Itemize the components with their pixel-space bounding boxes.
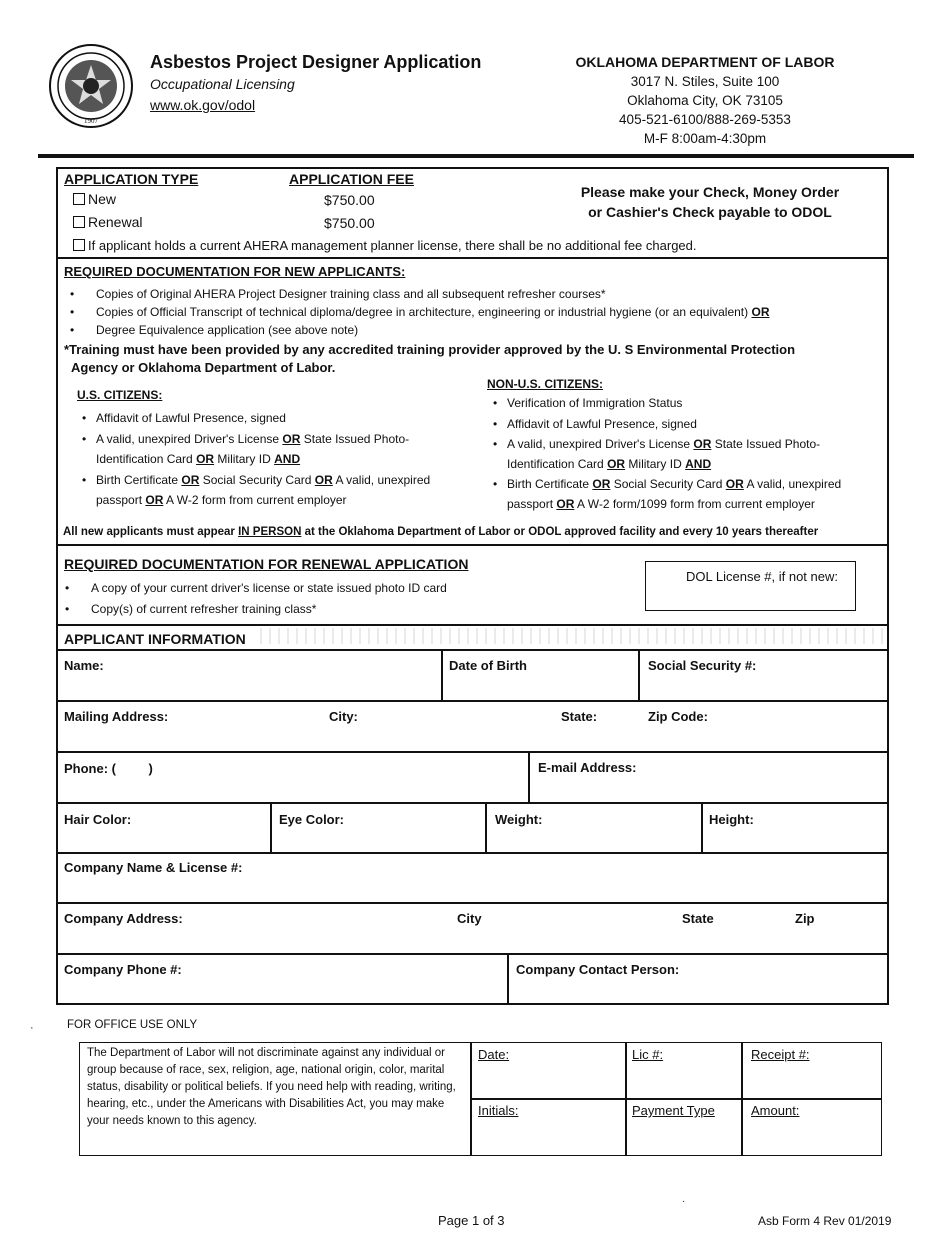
office-payment-type-field[interactable]: Payment Type	[632, 1103, 715, 1118]
dol-license-label: DOL License #, if not new:	[686, 569, 838, 584]
non-us-item-4-cont: passport OR A W-2 form/1099 form from current employer	[507, 497, 815, 511]
date-of-birth-field[interactable]: Date of Birth	[449, 658, 527, 673]
non-us-item-1: • Verification of Immigration Status	[507, 396, 682, 410]
office-date-field[interactable]: Date:	[478, 1047, 510, 1062]
header-divider	[38, 154, 914, 158]
non-us-item-3: • A valid, unexpired Driver's License OR State Issued Photo-	[507, 437, 820, 451]
training-note-line-1: *Training must have been provided by any accredited training provider approved by the U. S Environmental Protection	[64, 342, 796, 357]
page-number: Page 1 of 3	[438, 1213, 505, 1228]
divider	[57, 902, 888, 904]
divider	[57, 700, 888, 702]
divider	[57, 649, 888, 651]
address-line-2: Oklahoma City, OK 73105	[627, 93, 783, 108]
new-doc-item-3: • Degree Equivalence application (see above note)	[96, 323, 358, 337]
company-phone-field[interactable]: Company Phone #:	[64, 962, 182, 977]
svg-text:1907: 1907	[84, 117, 98, 125]
state-seal-logo	[48, 43, 134, 129]
department-name: OKLAHOMA DEPARTMENT OF LABOR	[575, 54, 835, 70]
us-item-2-cont: Identification Card OR Military ID AND	[96, 452, 301, 466]
divider	[528, 751, 530, 803]
hair-color-field[interactable]: Hair Color:	[64, 812, 132, 827]
renewal-item-2: • Copy(s) of current refresher training class*	[91, 602, 316, 616]
divider	[57, 852, 888, 854]
divider	[701, 802, 703, 852]
form-subtitle: Occupational Licensing	[150, 76, 295, 92]
application-fee-heading: APPLICATION FEE	[289, 171, 414, 187]
new-doc-item-1: • Copies of Original AHERA Project Designer training class and all subsequent refresher courses*	[96, 287, 606, 301]
divider	[638, 649, 640, 700]
department-address-block	[560, 53, 850, 148]
company-address-field[interactable]: Company Address:	[64, 911, 183, 926]
renewal-checkbox[interactable]	[73, 216, 85, 228]
social-security-field[interactable]: Social Security #:	[648, 658, 757, 673]
applicant-info-heading: APPLICANT INFORMATION	[64, 631, 246, 647]
training-note-line-2: Agency or Oklahoma Department of Labor.	[71, 360, 336, 375]
divider	[57, 257, 888, 259]
name-field[interactable]: Name:	[64, 658, 104, 673]
new-checkbox[interactable]	[73, 193, 85, 205]
divider	[57, 624, 888, 626]
ahera-option[interactable]	[73, 238, 697, 253]
payment-instructions	[540, 182, 880, 222]
divider	[507, 953, 509, 1003]
office-receipt-field[interactable]: Receipt #:	[751, 1047, 810, 1062]
renewal-label: Renewal	[88, 214, 143, 230]
renewal-option[interactable]	[73, 214, 142, 230]
divider	[57, 953, 888, 955]
divider	[470, 1098, 881, 1100]
new-fee: $750.00	[324, 192, 375, 208]
email-field[interactable]: E-mail Address:	[538, 760, 637, 775]
office-amount-field[interactable]: Amount:	[751, 1103, 800, 1118]
new-docs-heading: REQUIRED DOCUMENTATION FOR NEW APPLICANTS:	[64, 264, 406, 279]
company-state-field[interactable]: State	[682, 911, 714, 926]
form-revision: Asb Form 4 Rev 01/2019	[758, 1214, 892, 1228]
office-hours: M-F 8:00am-4:30pm	[643, 131, 767, 146]
divider	[441, 649, 443, 700]
in-person-requirement: All new applicants must appear IN PERSON at the Oklahoma Department of Labor or ODOL approved facility and every 10 years thereafter	[63, 526, 819, 538]
payable-line-2: or Cashier's Check payable to ODOL	[588, 204, 832, 220]
office-license-field[interactable]: Lic #:	[632, 1047, 664, 1062]
new-doc-item-2: • Copies of Official Transcript of technical diploma/degree in architecture, engineering or industrial hygiene (or an equivalent) OR	[96, 305, 769, 319]
divider	[270, 802, 272, 852]
divider	[57, 544, 888, 546]
application-type-heading: APPLICATION TYPE	[64, 171, 199, 187]
us-item-3-cont: passport OR A W-2 form from current employer	[96, 493, 347, 507]
dol-license-field[interactable]	[645, 561, 856, 611]
ahera-checkbox[interactable]	[73, 239, 85, 251]
renewal-docs-heading: REQUIRED DOCUMENTATION FOR RENEWAL APPLICATION	[64, 556, 469, 572]
company-contact-field[interactable]: Company Contact Person:	[516, 962, 680, 977]
zip-code-field[interactable]: Zip Code:	[648, 709, 708, 724]
office-use-heading: FOR OFFICE USE ONLY	[67, 1019, 198, 1031]
address-line-1: 3017 N. Stiles, Suite 100	[630, 74, 780, 89]
new-option[interactable]	[73, 191, 116, 207]
state-field[interactable]: State:	[561, 709, 598, 724]
eye-color-field[interactable]: Eye Color:	[279, 812, 345, 827]
us-item-2: • A valid, unexpired Driver's License OR State Issued Photo-	[96, 432, 409, 446]
website-link[interactable]: www.ok.gov/odol	[150, 97, 256, 113]
non-us-item-4: • Birth Certificate OR Social Security Card OR A valid, unexpired	[507, 477, 841, 491]
mailing-address-field[interactable]: Mailing Address:	[64, 709, 169, 724]
nondiscrimination-notice: The Department of Labor will not discriminate against any individual or group because of race, sex, religion, age, national origin, color, marital status, disability or political beliefs. If you need help with reading, writing, hearing, etc., under the Americans with Disabilities Act, you may make your needs known to this agency.	[87, 1047, 456, 1127]
city-field[interactable]: City:	[329, 709, 358, 724]
ahera-note: If applicant holds a current AHERA management planner license, there shall be no additional fee charged.	[88, 238, 697, 253]
scan-speck: ·	[682, 1196, 686, 1207]
company-zip-field[interactable]: Zip	[795, 911, 815, 926]
phone-numbers: 405-521-6100/888-269-5353	[619, 112, 791, 127]
company-name-field[interactable]: Company Name & License #:	[64, 860, 243, 875]
height-field[interactable]: Height:	[709, 812, 754, 827]
renewal-fee: $750.00	[324, 215, 375, 231]
non-us-item-2: • Affidavit of Lawful Presence, signed	[507, 417, 697, 431]
us-item-3: • Birth Certificate OR Social Security Card OR A valid, unexpired	[96, 473, 430, 487]
non-us-item-3-cont: Identification Card OR Military ID AND	[507, 457, 712, 471]
divider	[57, 751, 888, 753]
divider	[57, 802, 888, 804]
office-initials-field[interactable]: Initials:	[478, 1103, 519, 1118]
form-title: Asbestos Project Designer Application	[150, 52, 482, 72]
divider	[485, 802, 487, 852]
us-citizens-heading: U.S. CITIZENS:	[77, 388, 163, 402]
company-city-field[interactable]: City	[457, 911, 482, 926]
payable-line-1: Please make your Check, Money Order	[580, 184, 840, 200]
us-item-1: • Affidavit of Lawful Presence, signed	[96, 411, 286, 425]
renewal-item-1: • A copy of your current driver's license or state issued photo ID card	[91, 581, 447, 595]
bullet-mark: ·	[30, 1022, 34, 1034]
phone-field[interactable]: Phone: ( )	[64, 761, 153, 776]
scan-noise	[260, 628, 888, 644]
non-us-citizens-heading: NON-U.S. CITIZENS:	[487, 377, 603, 391]
weight-field[interactable]: Weight:	[495, 812, 543, 827]
new-label: New	[88, 191, 117, 207]
